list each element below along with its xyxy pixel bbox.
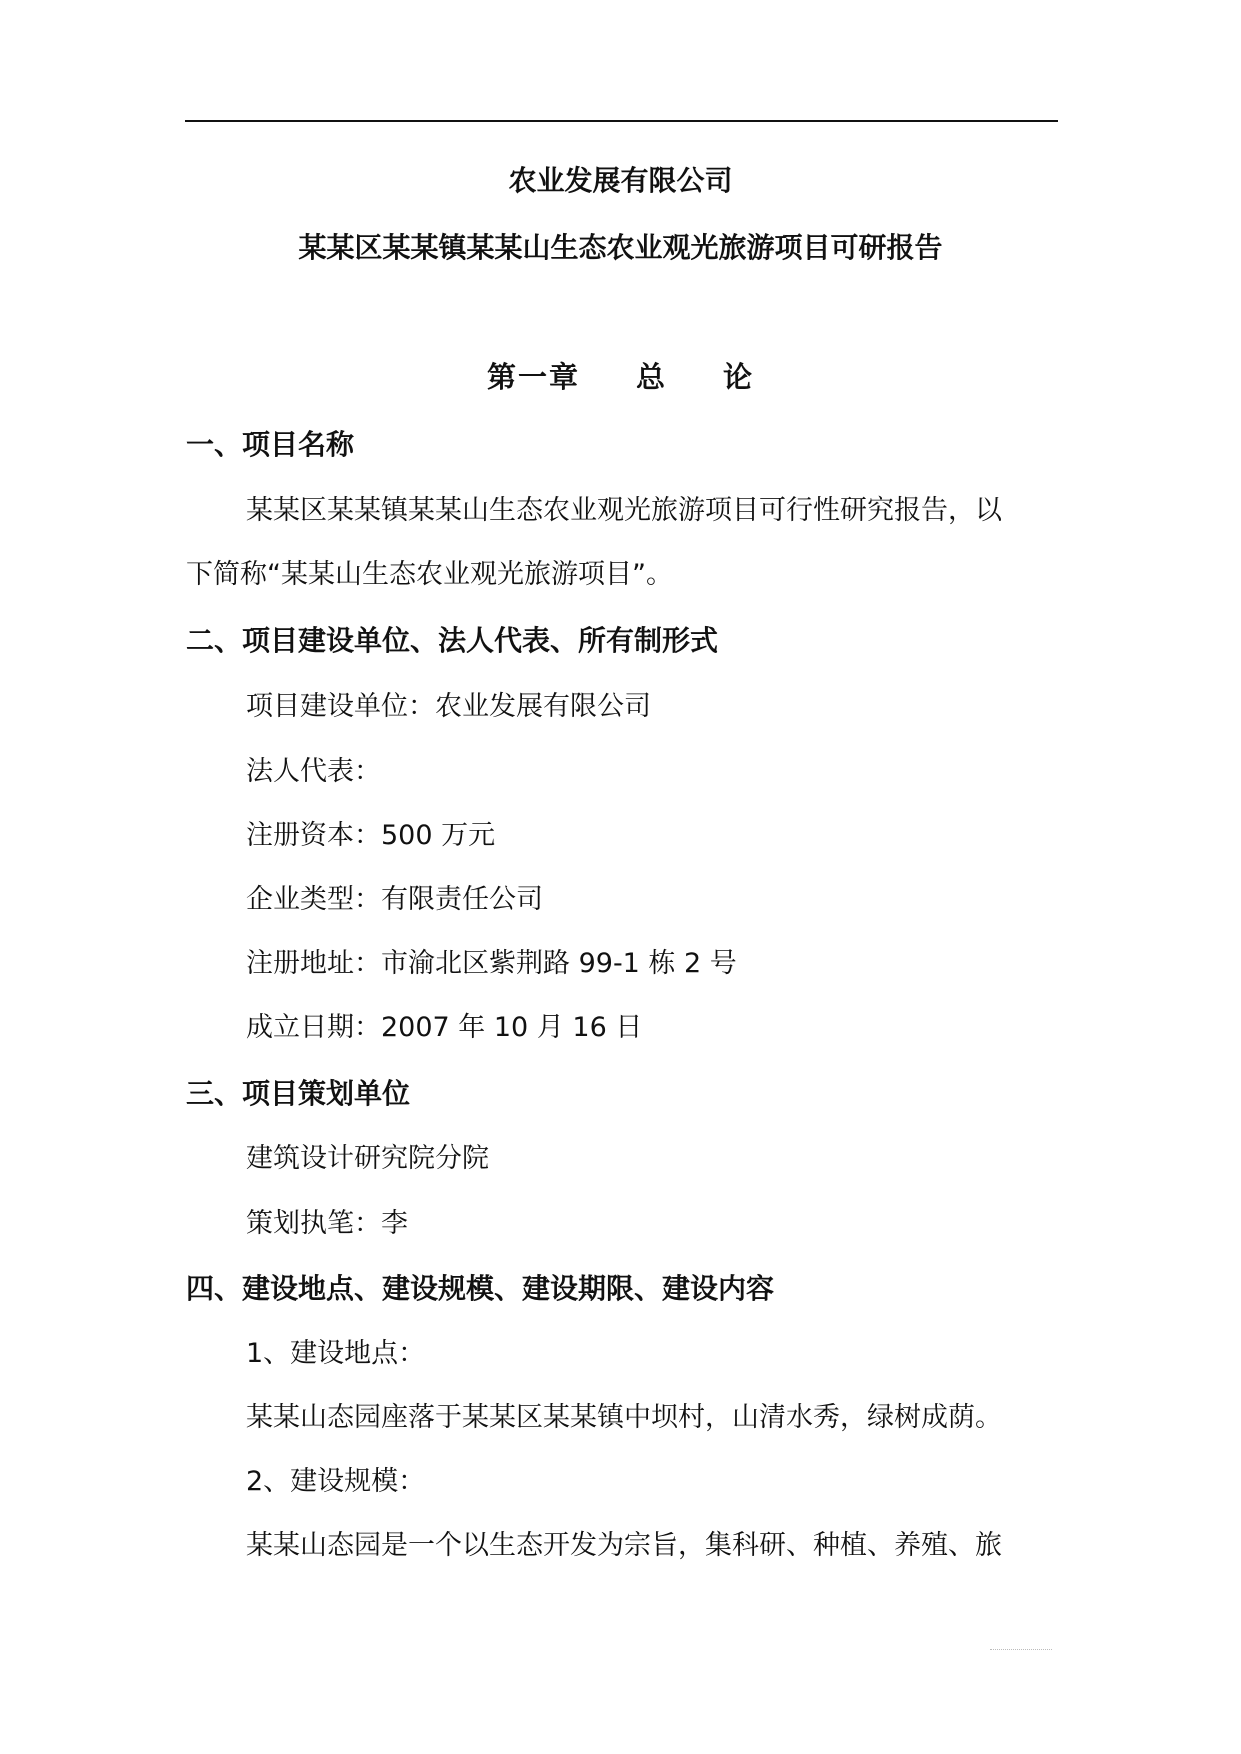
chapter-title-part2: 论 (723, 360, 755, 394)
header-rule (185, 120, 1058, 122)
planning-author: 策划执笔：李 (246, 1208, 408, 1239)
location-label: 1、建设地点： (246, 1338, 426, 1369)
registered-capital: 注册资本：500 万元 (246, 820, 496, 851)
location-text: 某某山态园座落于某某区某某镇中坝村，山清水秀，绿树成荫。 (246, 1402, 1002, 1433)
enterprise-type: 企业类型：有限责任公司 (246, 884, 543, 915)
company-name: 农业发展有限公司 (508, 164, 733, 197)
section-1-para-line-2: 下简称“某某山生态农业观光旅游项目”。 (186, 559, 673, 590)
report-title: 某某区某某镇某某山生态农业观光旅游项目可研报告 (298, 231, 943, 264)
planning-organization: 建筑设计研究院分院 (246, 1143, 489, 1174)
construction-unit: 项目建设单位：农业发展有限公司 (246, 691, 651, 722)
chapter-heading (0, 360, 1241, 394)
footer-mark (990, 1649, 1052, 1650)
registered-address: 注册地址：市渝北区紫荆路 99-1 栋 2 号 (246, 948, 737, 979)
scale-text: 某某山态园是一个以生态开发为宗旨，集科研、种植、养殖、旅 (246, 1530, 1002, 1561)
section-1-para-line-1: 某某区某某镇某某山生态农业观光旅游项目可行性研究报告，以 (246, 495, 1002, 526)
section-heading-4: 四、建设地点、建设规模、建设期限、建设内容 (186, 1272, 775, 1305)
legal-representative: 法人代表： (246, 756, 381, 787)
chapter-label: 第一章 (486, 360, 580, 394)
chapter-title-part1: 总 (635, 360, 667, 394)
scale-label: 2、建设规模： (246, 1466, 426, 1497)
section-heading-1: 一、项目名称 (186, 428, 355, 461)
founding-date: 成立日期：2007 年 10 月 16 日 (246, 1012, 643, 1043)
section-heading-3: 三、项目策划单位 (186, 1077, 411, 1110)
section-heading-2: 二、项目建设单位、法人代表、所有制形式 (186, 624, 719, 657)
